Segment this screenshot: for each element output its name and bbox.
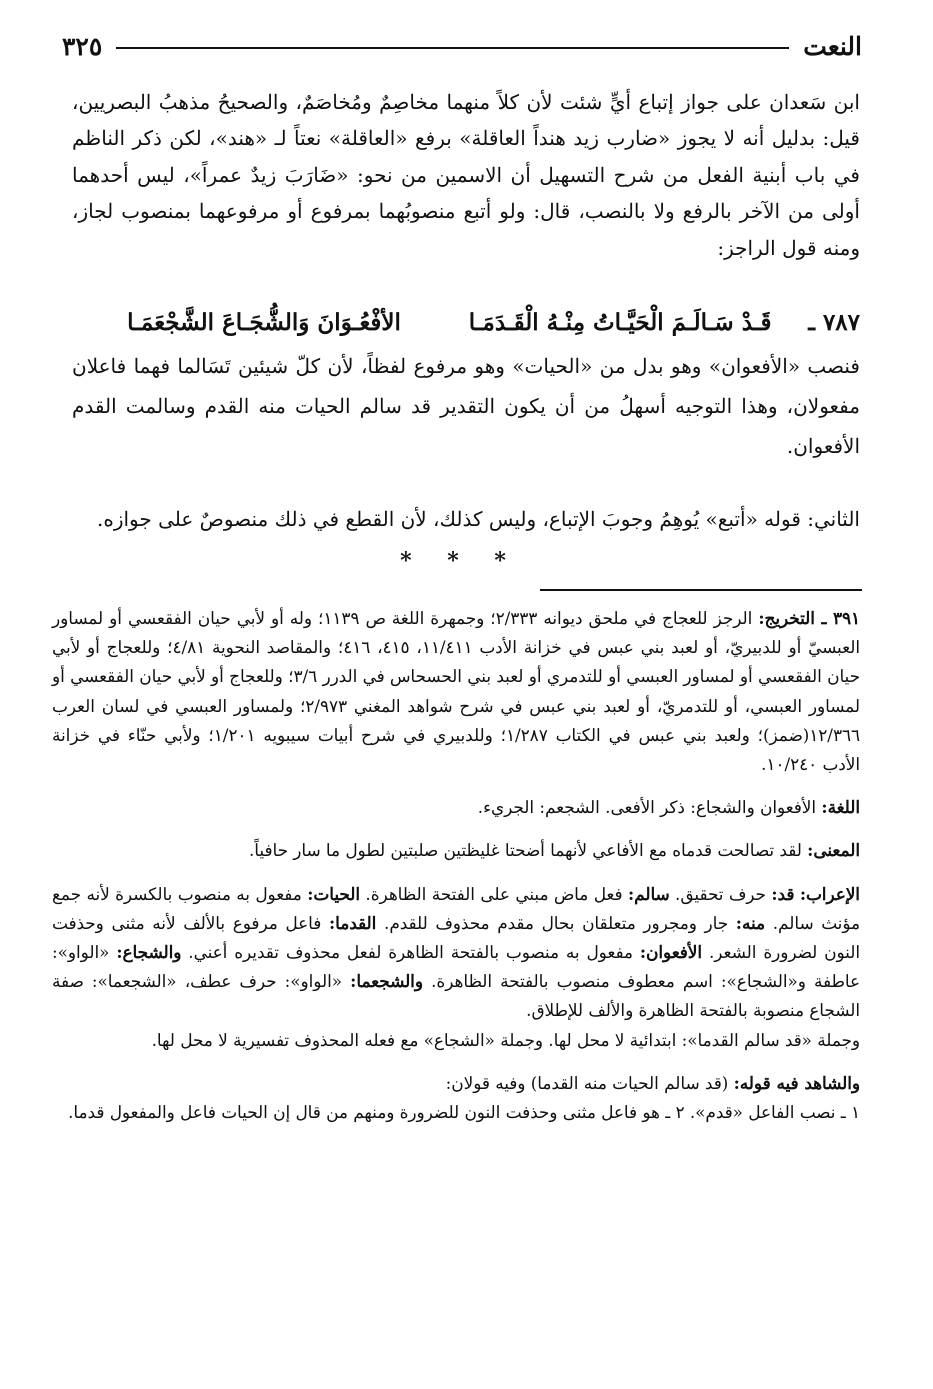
maana-note — [52, 836, 860, 865]
verse-line — [86, 300, 860, 344]
main-text — [72, 84, 860, 266]
irab-desc: مفعول به منصوب بالكسرة لأنه جمع مؤنث سالم. — [52, 883, 861, 933]
lugha-label: اللغة: — [821, 797, 860, 818]
jumla-note: وجملة «قد سالم القدما»: ابتدائية لا محل لها. وجملة «الشجاع» مع فعله المحذوف تفسيرية لا محل لها. — [151, 1029, 860, 1050]
shahid-text: (قد سالم الحيات منه القدما) وفيه قولان: — [445, 1072, 729, 1093]
irab-desc: حرف تحقيق. — [669, 883, 772, 904]
page-number: ٣٢٥ — [62, 31, 103, 61]
irab-label: الإعراب: — [799, 883, 860, 904]
lugha-text: الأفعوان والشجاع: ذكر الأفعى. الشجعم: الجريء. — [477, 797, 817, 818]
verse-hemistich-1: قَـدْ سَـالَـمَ الْحَيَّـاتُ مِنْـهُ الْقَـدَمَـا — [468, 308, 772, 336]
irab-desc: فعل ماض مبني على الفتحة الظاهرة. — [360, 883, 628, 904]
footnotes — [52, 604, 860, 1127]
irab-desc: مفعول به منصوب بالفتحة الظاهرة لفعل محذوف تقديره أعني. — [181, 942, 640, 963]
irab-term: الأفعوان: — [639, 942, 703, 963]
verse-number: ٧٨٧ ـ — [808, 308, 860, 336]
irab-term: منه: — [735, 912, 766, 933]
irab-term: قد: — [771, 883, 795, 904]
lugha-note — [52, 793, 860, 822]
irab-term: سالم: — [627, 883, 670, 904]
paragraph-3: الثاني: قوله «أتبع» يُوهِمُ وجوبَ الإتباع، وليس كذلك، لأن القطع في ذلك منصوصٌ على جوازه. — [96, 507, 860, 531]
paragraph-2: فنصب «الأفعوان» وهو بدل من «الحيات» وهو مرفوع لفظاً، لأن كلّ شيئين تَسَالما فهما فاعلان مفعولان، وهذا التوجيه أسهلُ من أن يكون التقدير قد سالم الحيات منه القدم وسالمت القدم الأفعوان. — [72, 354, 860, 458]
shahid-note — [52, 1069, 860, 1098]
section-stars: * * * — [400, 548, 520, 574]
irab-term: القدما: — [328, 912, 377, 933]
takhrij-note — [52, 604, 860, 779]
header-rule — [116, 47, 789, 49]
irab-note — [52, 880, 860, 1026]
maana-text: لقد تصالحت قدماه مع الأفاعي لأنهما أضحتا غليظتين صلبتين لطول ما سار حافياً. — [248, 840, 802, 861]
shahid-label: والشاهد فيه قوله: — [733, 1072, 860, 1093]
footnote-separator — [540, 589, 862, 591]
irab-desc: «الواو»: عاطفة و«الشجاع»: اسم معطوف منصوب بالفتحة الظاهرة. — [52, 942, 861, 992]
verse-hemistich-2: الأفْعُـوَانَ وَالشُّجَـاعَ الشَّجْعَمَـا — [127, 308, 401, 336]
irab-term: الحيات: — [307, 883, 360, 904]
paragraph-1: ابن سَعدان على جواز إتباع أيٍّ شئت لأن كلاً منهما مخاصِمٌ ومُخاصَمٌ، والصحيحُ مذهبُ البصريين، قيل: بدليل أنه لا يجوز «ضارب زيد هنداً العاقلة» برفع «العاقلة» نعتاً لـ «هند»، لكن ذكر الناظم في باب أبنية الفعل من شرح التسهيل أن الاسمين من نحو: «ضَارَبَ زيدٌ عمراً»، ليس أحدهما أولى من الآخر بالرفع ولا بالنصب، قال: ولو أتبع منصوبُهما بمرفوع أو مرفوعهما بمنصوب لجاز، ومنه قول الراجز: — [72, 90, 860, 260]
page-header — [62, 28, 862, 64]
takhrij-text: الرجز للعجاج في ملحق ديوانه ٢/٣٣٣؛ وجمهرة اللغة ص ١١٣٩؛ وله أو لأبي حيان الفقعسي أو لمساور العبسيّ أو للدبيريّ، أو لعبد بني عبس في خزانة الأدب ١١/٤١١، ٤١٥، ٤١٦؛ والمقاصد النحوية ٤/٨١؛ وللعجاج أو لأبي حيان الفقعسي أو لمساور العبسي أو للتدمري أو لعبد بني الحسحاس في الدرر ٣/٦؛ وللعجاج أو لأبي حيان الفقعسي أو لمساور العبسي، أو للتدمريّ، أو لعبد بني عبس في شرح شواهد المغني ٢/٩٧٣؛ ولمساور العبسي في لسان العرب ١٢/٣٦٦(ضمز)؛ ولعبد بني عبس في الكتاب ١/٢٨٧؛ وللدبيري في شرح أبيات سيبويه ١/٢٠١؛ ولأبي حنّاء في خزانة الأدب ١٠/٢٤٠. — [52, 608, 860, 775]
irab-desc: «الواو»: حرف عطف، «الشجعما»: صفة الشجاع منصوبة بالفتحة الظاهرة والألف للإطلاق. — [52, 971, 860, 1021]
takhrij-label: ٣٩١ ـ التخريج: — [758, 608, 860, 628]
maana-label: المعنى: — [807, 840, 860, 861]
irab-desc: جار ومجرور متعلقان بحال مقدم محذوف للقدم. — [376, 912, 736, 933]
qawlan-note: ١ ـ نصب الفاعل «قدم». ٢ ـ هو فاعل مثنى وحذفت النون للضرورة ومنهم من قال إن الحيات فاعل والمفعول قدما. — [68, 1102, 860, 1123]
irab-desc: فاعل مرفوع بالألف لأنه مثنى وحذفت النون لضرورة الشعر. — [52, 912, 860, 963]
chapter-title: النعت — [803, 31, 862, 61]
irab-term: والشجعما: — [350, 971, 423, 992]
irab-term: والشجاع: — [116, 942, 182, 963]
